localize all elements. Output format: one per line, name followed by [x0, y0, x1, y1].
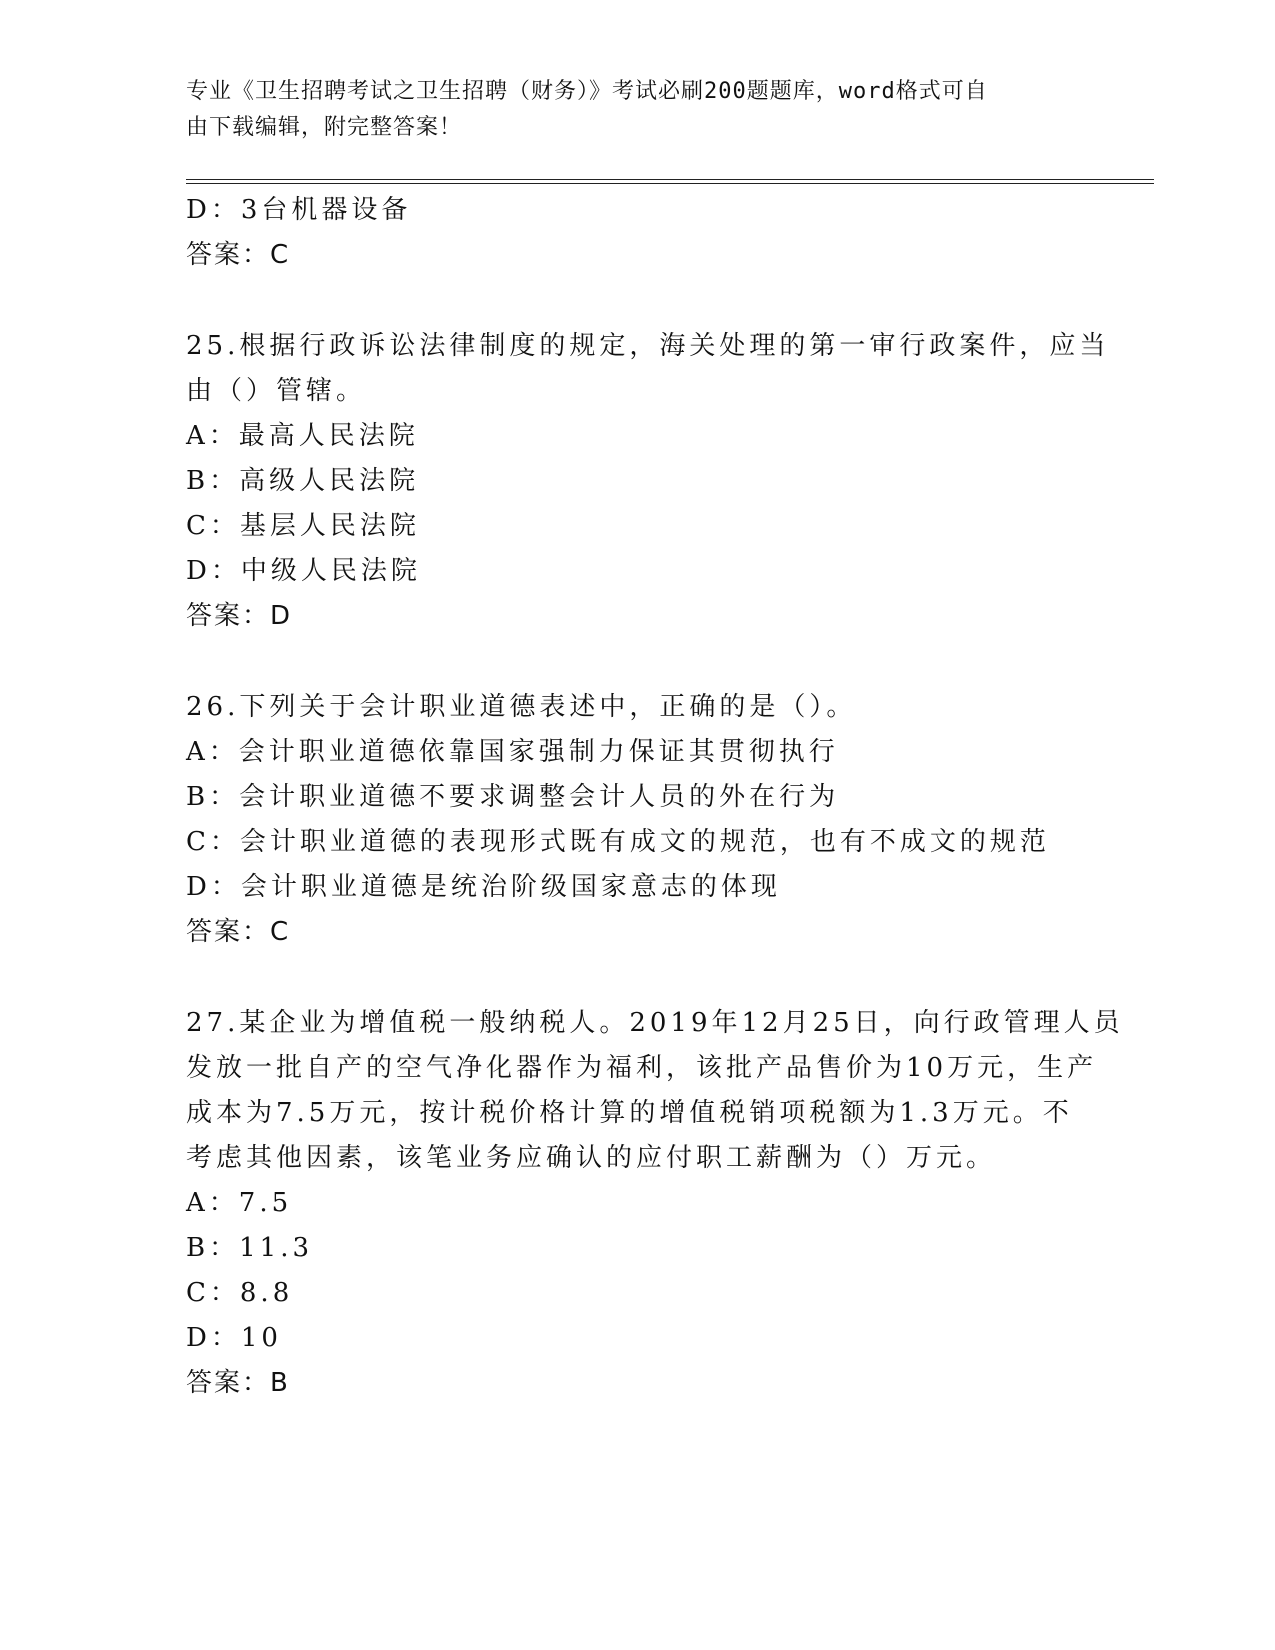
document-header	[186, 74, 1066, 146]
option-c: C：8.8	[186, 1278, 294, 1308]
option-b: B：会计职业道德不要求调整会计人员的外在行为	[186, 782, 840, 812]
header-line-2: 由下载编辑，附完整答案！	[186, 115, 463, 140]
question-stem-line: 发放一批自产的空气净化器作为福利，该批产品售价为10万元，生产	[186, 1053, 1098, 1083]
document-body	[186, 188, 1124, 1406]
option-d: D：中级人民法院	[186, 556, 421, 586]
question-stem-line: 成本为7.5万元，按计税价格计算的增值税销项税额为1.3万元。不	[186, 1098, 1073, 1128]
question-stem-line: 由（）管辖。	[186, 376, 367, 406]
prev-answer: 答案：C	[186, 240, 291, 270]
question-stem-line: 25.根据行政诉讼法律制度的规定，海关处理的第一审行政案件，应当	[186, 331, 1110, 361]
question-stem-line: 考虑其他因素，该笔业务应确认的应付职工薪酬为（）万元。	[186, 1143, 997, 1173]
question-27	[186, 1001, 1124, 1406]
option-a: A：会计职业道德依靠国家强制力保证其贯彻执行	[186, 737, 839, 767]
option-d: D：10	[186, 1323, 282, 1353]
header-line-1: 专业《卫生招聘考试之卫生招聘（财务）》考试必刷200题题库，word格式可自	[186, 79, 988, 104]
question-25	[186, 324, 1110, 639]
answer: 答案：B	[186, 1368, 290, 1398]
header-divider-top	[186, 179, 1154, 180]
option-b: B：高级人民法院	[186, 466, 420, 496]
option-b: B：11.3	[186, 1233, 313, 1263]
option-a: A：最高人民法院	[186, 421, 419, 451]
question-26	[186, 685, 1086, 955]
option-c: C：会计职业道德的表现形式既有成文的规范，也有不成文的规范	[186, 827, 1050, 857]
question-stem-line: 26.下列关于会计职业道德表述中，正确的是（）。	[186, 692, 857, 722]
spacer	[186, 278, 1086, 324]
header-divider-bottom	[186, 183, 1154, 184]
spacer	[186, 955, 1086, 1001]
option-c: C：基层人民法院	[186, 511, 420, 541]
answer: 答案：D	[186, 601, 293, 631]
prev-option-d: D：3台机器设备	[186, 195, 412, 225]
option-a: A：7.5	[186, 1188, 293, 1218]
spacer	[186, 639, 1086, 685]
answer: 答案：C	[186, 917, 291, 947]
question-stem-line: 27.某企业为增值税一般纳税人。2019年12月25日，向行政管理人员	[186, 1008, 1124, 1038]
option-d: D：会计职业道德是统治阶级国家意志的体现	[186, 872, 781, 902]
